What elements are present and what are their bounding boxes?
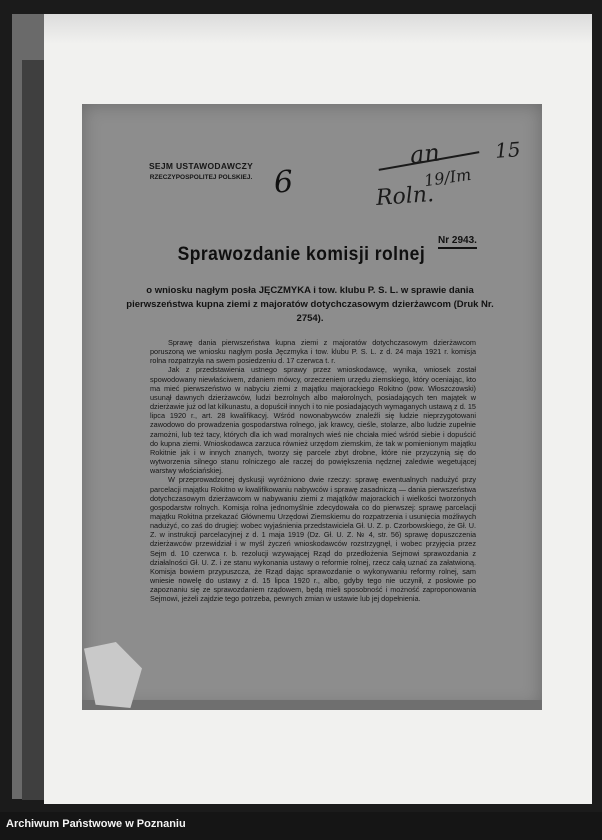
handwritten-note-3: 19/Im (422, 164, 473, 191)
handwritten-note-4: Roln. (375, 182, 435, 211)
body-paragraph-1: Sprawę dania pierwszeństwa kupna ziemi z majoratów dotychczasowym dzierżawcom poruszoną we wniosku nagłym posła Jęczmyka i tow. klubu P. S. L. z d. 24 maja 1921 r. komisja rolna rozpatrzyła na swem posiedzeniu d. 17 czerwca t. r. (150, 338, 476, 366)
document-bottom-strip (82, 700, 542, 710)
handwritten-note-2: 15 (494, 137, 522, 163)
document-subtitle: o wniosku nagłym posła JĘCZMYKA i tow. klubu P. S. L. w sprawie dania pierwszeństwa kupna ziemi z majoratów dotychczasowym dzierżawcom (Druk Nr. 2754). (126, 285, 494, 324)
film-edge-inner (22, 60, 46, 800)
sejm-header-line1: SEJM USTAWODAWCZY (148, 161, 254, 171)
sejm-header (136, 161, 266, 181)
handwritten-number: 6 (272, 164, 295, 201)
sejm-header-line2: RZECZYPOSPOLITEJ POLSKIEJ. (149, 174, 253, 181)
document-title: Sprawozdanie komisji rolnej (177, 244, 426, 265)
body-paragraph-3: W przeprowadzonej dyskusji wyróżniono dwie rzeczy: sprawę ewentualnych nadużyć przy parcelacji majątku Rokitno w kwalifikowaniu nabywców i sprawę zasadniczą — dania pierwszeństwa dotychczasowym dzierżawcom w nabywaniu ziemi z majątków majorackich i wielkości tworzonych gospodarstw rolnych. Komisja rolna jednomyślnie zdecydowała co do pierwszej: sprawę parcelacji majątku Rokitna przekazać Głównemu Urzędowi Ziemskiemu do rozpatrzenia i usunięcia możliwych nadużyć, co zaś do drugiej: wobec wyjaśnienia przedstawiciela Gł. U. Z. p. Czorbowskiego, że Gł. U. Z. w instrukcji parcelacyjnej z d. 1 maja 1919 (Dz. Gł. U. Z. № 4, str. 56) sprawę dopuszczenia dzierżawców przewidział i w myśl życzeń wnioskodawców rozstrzygnęł, i wobec przyjęcia przez Sejm d. 10 czerwca r. b. rezolucji wzywającej Rząd do przedłożenia Sejmowi sprawozdania z działalności Gł. U. Z. i ze stanu wykonania ustawy o reformie rolnej, rzecz całą uznać za załatwioną. Komisja bowiem przypuszcza, że Rząd dając sprawozdanie o wykonywaniu reformy rolnej, sam wniesie nowelę do ustawy z d. 15 lipca 1920 r., albo, gdyby tego nie uczynił, z posłowie po zapoznaniu się ze sprawozdaniem rządowem, będą mieli sposobność i możność zaproponowania Sejmowi, jeżeli zajdzie tego potrzeba, pewnych zmian w ustawie lub jej dopełnienia. (150, 475, 476, 604)
archive-footer-label: Archiwum Państwowe w Poznaniu (6, 818, 186, 830)
document-number: Nr 2943. (438, 235, 477, 249)
document-body (150, 338, 476, 604)
folder-shadow (44, 14, 592, 44)
body-paragraph-2: Jak z przedstawienia ustnego sprawy przez wnioskodawcę, wynika, wniosek został spowodowany niewłaściwem, zdaniem mówcy, orzeczeniem urzędu ziemskiego, który oceniając, kto ma mieć pierwszeństwo w nabyciu ziemi z majątku majorackiego Rokitno (pow. Włoszczowski) usunął dawnych dzierżawców, ludzi bezrolnych albo małorolnych, posiadających ten majątek w dzierżawie już od lat kilkunastu, a dopuścił innych i to nie posiadających wymaganych ustawą z d. 15 lipca 1920 r., art. 28 kwalifikacyj. Wśród nowonabywców znaleźli się ludzie nieprzygotowani zawodowo do prowadzenia gospodarstwa rolnego, jak krawcy, cieśle, stolarze, albo ludzie zupełnie zamożni, lub też tacy, których dla ich wad moralnych wieś nie chciała mieć wśród siebie i dopuścić do kupna ziemi. Wnioskodawca zarzuca również urzędom ziemskim, że tak w pomienionym majątku Rokitnie jak i w innych znanych, tworzy się parcele zbyt drobne, które nie przyczynią się do wytworzenia silnego stanu rolniczego ale raczej do powiększenia nędznej zaledwie wegetującej warstwy włościańskiej. (150, 365, 476, 476)
handwritten-note-1: an (408, 138, 442, 170)
